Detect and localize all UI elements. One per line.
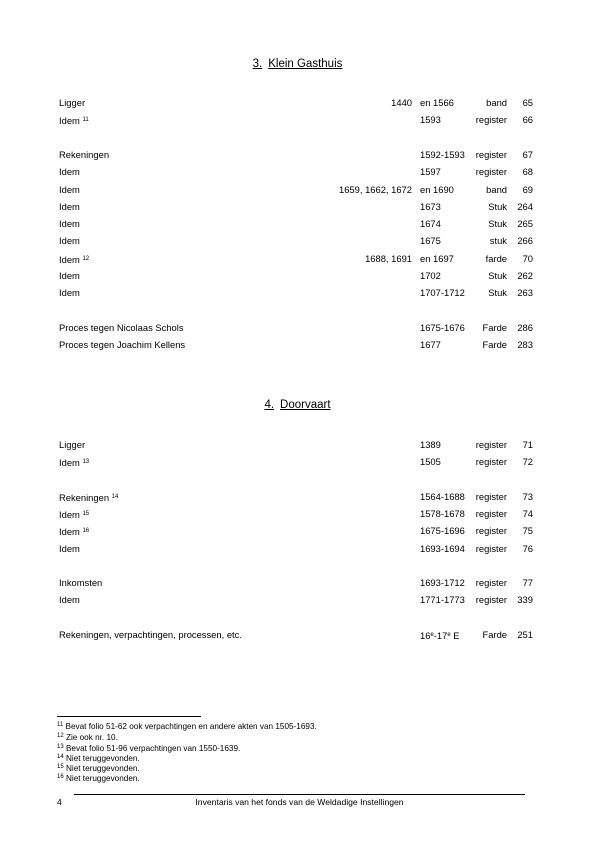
row-label: Idem [59, 201, 80, 212]
row-type: Farde [482, 339, 507, 350]
table-row [0, 217, 595, 231]
row-label: Idem [59, 270, 80, 281]
row-number: 70 [522, 253, 533, 264]
page-number: 4 [57, 797, 62, 807]
footnote-ref: 15 [82, 511, 90, 517]
table-row [0, 628, 595, 642]
row-label: Idem [59, 543, 80, 554]
row-label: Rekeningen [59, 149, 110, 160]
row-date: 1593 [420, 114, 441, 125]
row-label: Idem [59, 218, 80, 229]
table-row [0, 183, 595, 197]
table-row [0, 165, 595, 179]
row-number: 283 [517, 339, 533, 350]
row-label: Idem $^{15}$ [59, 509, 90, 520]
footnote-number: 16 [57, 774, 64, 780]
row-number: 69 [522, 184, 533, 195]
row-number: 266 [517, 235, 533, 246]
row-date: 1771-1773 [420, 594, 465, 605]
row-label: Inkomsten [59, 577, 103, 588]
row-date: 1564-1688 [420, 491, 465, 502]
row-type: register [475, 525, 507, 536]
footnote-ref: 14 [111, 494, 119, 500]
row-type: register [475, 491, 507, 502]
row-type: Farde [482, 629, 507, 640]
row-number: 74 [522, 508, 533, 519]
footnote-number: 11 [57, 722, 64, 728]
row-type: register [475, 166, 507, 177]
row-number: 286 [517, 322, 533, 333]
table-row [0, 234, 595, 248]
row-label: Idem [59, 166, 80, 177]
row-type: register [475, 543, 507, 554]
row-label: Idem $^{16}$ [59, 526, 90, 537]
row-number: 77 [522, 577, 533, 588]
footnote-ref: 12 [82, 256, 90, 262]
row-label: Idem $^{12}$ [59, 254, 90, 265]
footnote-text: Niet teruggevonden. [63, 764, 140, 773]
footnote-number: 15 [57, 764, 64, 770]
row-type: register [475, 114, 507, 125]
row-date: 1702 [420, 270, 441, 281]
row-type: register [475, 149, 507, 160]
row-number: 263 [517, 287, 533, 298]
row-number: 68 [522, 166, 533, 177]
row-date: 1592-1593 [420, 149, 465, 160]
footnote-text: Niet teruggevonden. [63, 754, 140, 763]
row-type: Stuk [488, 287, 507, 298]
row-date: 1597 [420, 166, 441, 177]
row-date: 16e-17e E [420, 630, 460, 641]
footnote-text: Zie ook nr. 10. [63, 733, 118, 742]
row-label: Idem [59, 235, 80, 246]
footnote-ref: 11 [82, 117, 89, 123]
row-date: 1693-1694 [420, 543, 465, 554]
table-row [0, 200, 595, 214]
row-number: 76 [522, 543, 533, 554]
row-type: register [475, 508, 507, 519]
table-row [0, 507, 595, 521]
row-type: Stuk [488, 201, 507, 212]
row-number: 265 [517, 218, 533, 229]
row-label: Idem [59, 594, 80, 605]
table-row [0, 576, 595, 590]
row-number: 73 [522, 491, 533, 502]
table-row [0, 113, 595, 127]
row-label: Ligger [59, 439, 86, 450]
row-number: 71 [522, 439, 533, 450]
footnote-ref: 16 [82, 528, 90, 534]
section-title: Klein Gasthuis [268, 58, 343, 70]
footnote-text: Niet teruggevonden. [63, 774, 140, 783]
row-type: stuk [489, 235, 507, 246]
table-row [0, 96, 595, 110]
footnote [57, 772, 140, 784]
row-number: 67 [522, 149, 533, 160]
row-label: Rekeningen, verpachtingen, processen, etc. [59, 629, 242, 640]
table-row [0, 438, 595, 452]
row-number: 262 [517, 270, 533, 281]
section-heading-klein-gasthuis [0, 58, 595, 70]
table-row [0, 321, 595, 335]
row-date: 1677 [420, 339, 441, 350]
row-type: Farde [482, 322, 507, 333]
row-type: farde [485, 253, 507, 264]
footnote-text: Bevat folio 51-96 verpachtingen van 1550-1639. [63, 744, 241, 753]
row-date: 1675 [420, 235, 441, 246]
row-date: 1675-1696 [420, 525, 465, 536]
row-date: en 1690 [420, 184, 454, 195]
row-type: Stuk [488, 270, 507, 281]
row-date: 1389 [420, 439, 441, 450]
table-row [0, 490, 595, 504]
section-number: 3. [252, 58, 263, 70]
table-row [0, 542, 595, 556]
row-date: 1674 [420, 218, 441, 229]
row-type: register [475, 456, 507, 467]
row-label: Idem $^{11}$ [59, 115, 89, 126]
row-type: Stuk [488, 218, 507, 229]
section-heading-doorvaart [0, 399, 595, 411]
row-date: en 1697 [420, 253, 454, 264]
footnote-ref: 13 [82, 459, 90, 465]
row-number: 75 [522, 525, 533, 536]
table-row [0, 269, 595, 283]
row-label: Proces tegen Nicolaas Schols [59, 322, 184, 333]
row-years: 1440 [391, 97, 412, 108]
row-label: Rekeningen $^{14}$ [59, 492, 119, 503]
table-row [0, 252, 595, 266]
row-number: 339 [517, 594, 533, 605]
footer-title: Inventaris van het fonds van de Weldadige Instellingen [195, 797, 404, 807]
footnote-text: Bevat folio 51-62 ook verpachtingen en andere akten van 1505-1693. [63, 722, 317, 731]
row-type: register [475, 439, 507, 450]
row-label: Idem [59, 287, 80, 298]
row-type: band [486, 97, 507, 108]
footnote-separator [57, 716, 201, 717]
row-type: register [475, 577, 507, 588]
row-date: 1693-1712 [420, 577, 465, 588]
row-number: 72 [522, 456, 533, 467]
table-row [0, 593, 595, 607]
footnote-number: 12 [57, 733, 64, 739]
row-date: 1505 [420, 456, 441, 467]
row-date: 1707-1712 [420, 287, 465, 298]
row-number: 65 [522, 97, 533, 108]
footnote-number: 14 [57, 754, 64, 760]
table-row [0, 286, 595, 300]
row-type: band [486, 184, 507, 195]
section-title: Doorvaart [280, 399, 331, 411]
row-label: Idem [59, 184, 80, 195]
footer-rule [74, 794, 525, 795]
row-date: 1578-1678 [420, 508, 465, 519]
row-date: 1675-1676 [420, 322, 465, 333]
footnote-number: 13 [57, 744, 64, 750]
row-number: 264 [517, 201, 533, 212]
table-row [0, 148, 595, 162]
row-number: 251 [517, 629, 533, 640]
row-number: 66 [522, 114, 533, 125]
table-row [0, 524, 595, 538]
row-label: Proces tegen Joachim Kellens [59, 339, 186, 350]
row-years: 1688, 1691 [365, 253, 412, 264]
section-number: 4. [264, 399, 275, 411]
row-years: 1659, 1662, 1672 [339, 184, 412, 195]
row-date: en 1566 [420, 97, 454, 108]
row-label: Idem $^{13}$ [59, 457, 90, 468]
row-type: register [475, 594, 507, 605]
row-date: 1673 [420, 201, 441, 212]
table-row [0, 338, 595, 352]
row-label: Ligger [59, 97, 86, 108]
table-row [0, 455, 595, 469]
